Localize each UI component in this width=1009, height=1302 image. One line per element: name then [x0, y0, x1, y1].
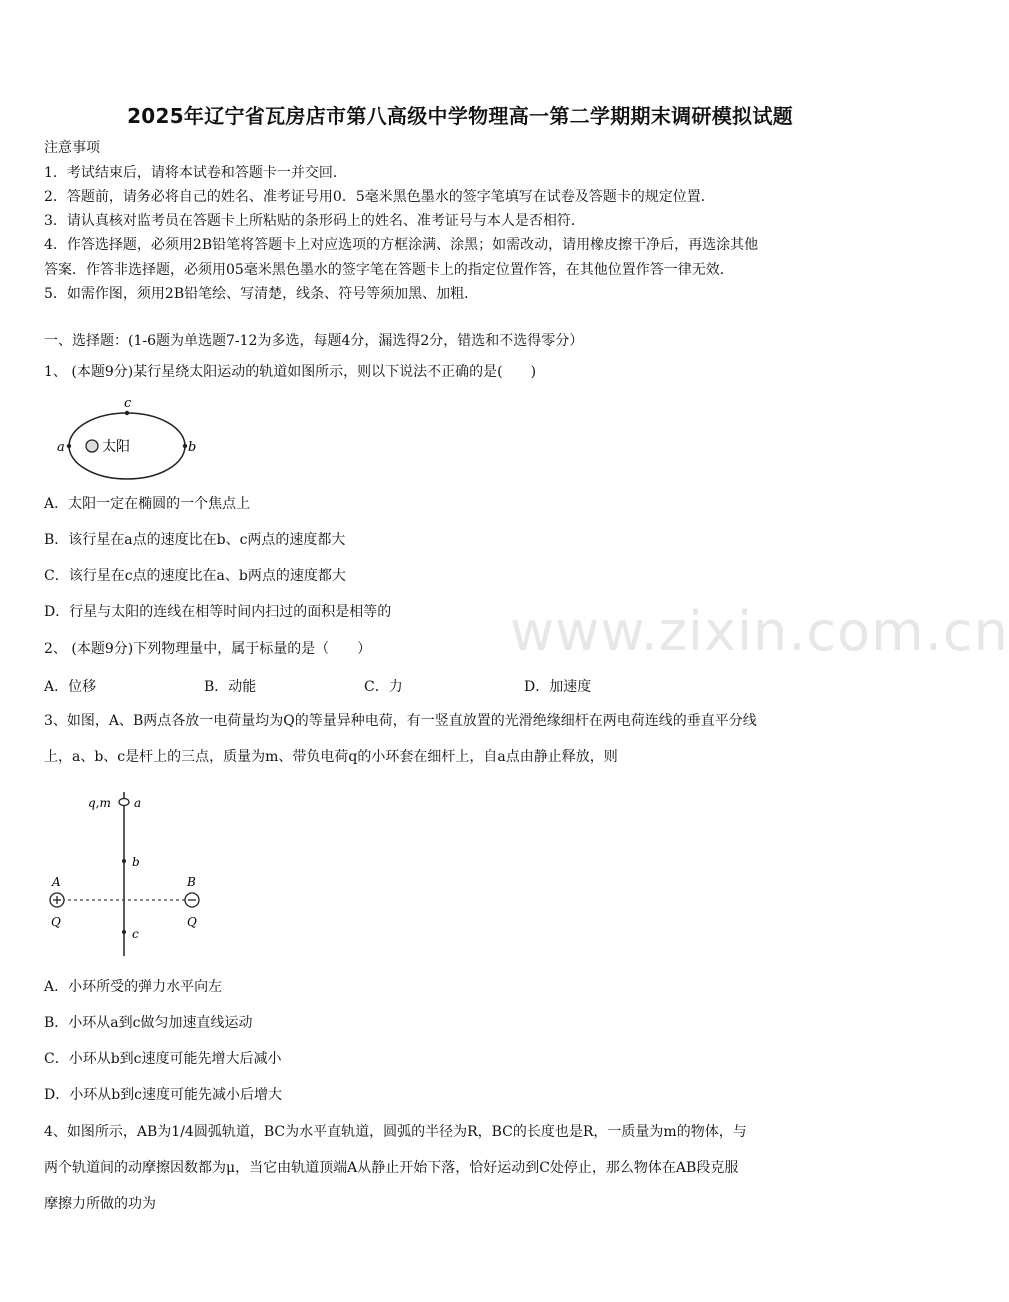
label-qm: q,m [88, 796, 111, 810]
q4-line-1: 4、如图所示，AB为1/4圆弧轨道，BC为水平直轨道，圆弧的半径为R，BC的长度也是R，一质量为m的物体，与 [44, 1124, 747, 1140]
label-c: c [124, 396, 132, 411]
q2-option-d: D．加速度 [524, 679, 592, 695]
q3-charge-figure [44, 786, 214, 958]
q3-option-a: A．小环所受的弹力水平向左 [44, 979, 223, 995]
q4-line-2: 两个轨道间的动摩擦因数都为μ，当它由轨道顶端A从静止开始下落，恰好运动到C处停止，那么物体在AB段克服 [44, 1160, 739, 1176]
notice-item-4-cont: 答案．作答非选择题，必须用05毫米黑色墨水的签字笔在答题卡上的指定位置作答，在其他位置作答一律无效． [44, 262, 734, 278]
label-QB: Q [187, 915, 197, 929]
point-b-dot [122, 859, 126, 863]
q2-option-a: A．位移 [44, 679, 97, 695]
notice-item-2: 2．答题前，请务必将自己的姓名、准考证号用0．5毫米黑色墨水的签字笔填写在试卷及答题卡的规定位置． [44, 189, 715, 205]
label-QA: Q [51, 915, 61, 929]
q1-option-d: D．行星与太阳的连线在相等时间内扫过的面积是相等的 [44, 604, 392, 620]
q1-option-a: A．太阳一定在椭圆的一个焦点上 [44, 496, 251, 512]
q4-line-3: 摩擦力所做的功为 [44, 1196, 156, 1212]
label-b: b [132, 855, 140, 869]
label-A: A [52, 875, 61, 889]
q1-option-b: B．该行星在a点的速度比在b、c两点的速度都大 [44, 532, 346, 548]
watermark: www.zixin.com.cn [510, 600, 1009, 663]
label-a: a [57, 440, 65, 455]
label-a: a [134, 796, 142, 810]
q2-stem: 2、 (本题9分)下列物理量中，属于标量的是（ ） [44, 641, 372, 657]
ring-icon [119, 799, 129, 806]
q3-stem-line2: 上，a、b、c是杆上的三点，质量为m、带负电荷q的小环套在细杆上，自a点由静止释放，则 [44, 749, 618, 765]
page-title: 2025年辽宁省瓦房店市第八高级中学物理高一第二学期期末调研模拟试题 [127, 104, 793, 128]
q3-option-b: B．小环从a到c做匀加速直线运动 [44, 1015, 253, 1031]
label-c: c [132, 927, 139, 941]
point-c-dot [122, 930, 126, 934]
notice-heading: 注意事项 [44, 140, 100, 156]
section-heading: 一、选择题：(1-6题为单选题7-12为多选，每题4分，漏选得2分，错选和不选得零分） [44, 333, 584, 349]
q1-stem: 1、 (本题9分)某行星绕太阳运动的轨道如图所示，则以下说法不正确的是( ) [44, 364, 537, 380]
notice-item-1: 1．考试结束后，请将本试卷和答题卡一并交回． [44, 165, 347, 181]
notice-item-3: 3．请认真核对监考员在答题卡上所粘贴的条形码上的姓名、准考证号与本人是否相符． [44, 213, 585, 229]
q3-option-d: D．小环从b到c速度可能先减小后增大 [44, 1087, 283, 1103]
q3-stem-line1: 3、如图，A、B两点各放一电荷量均为Q的等量异种电荷，有一竖直放置的光滑绝缘细杆在两电荷连线的垂直平分线 [44, 713, 757, 729]
point-c-dot [125, 411, 129, 415]
q2-option-c: C．力 [364, 679, 403, 695]
notice-item-5: 5．如需作图，须用2B铅笔绘、写清楚，线条、符号等须加黑、加粗． [44, 286, 479, 302]
q2-option-b: B．动能 [204, 679, 257, 695]
point-a-dot [67, 444, 71, 448]
q1-orbit-figure [52, 394, 202, 490]
notice-item-4: 4．作答选择题，必须用2B铅笔将答题卡上对应选项的方框涂满、涂黑；如需改动，请用橡皮擦干净后，再选涂其他 [44, 237, 759, 253]
point-b-dot [183, 444, 187, 448]
sun-label: 太阳 [102, 439, 130, 455]
label-B: B [187, 875, 196, 889]
q3-option-c: C．小环从b到c速度可能先增大后减小 [44, 1051, 282, 1067]
q1-option-c: C．该行星在c点的速度比在a、b两点的速度都大 [44, 568, 346, 584]
label-b: b [188, 440, 197, 455]
sun-icon [86, 440, 98, 452]
